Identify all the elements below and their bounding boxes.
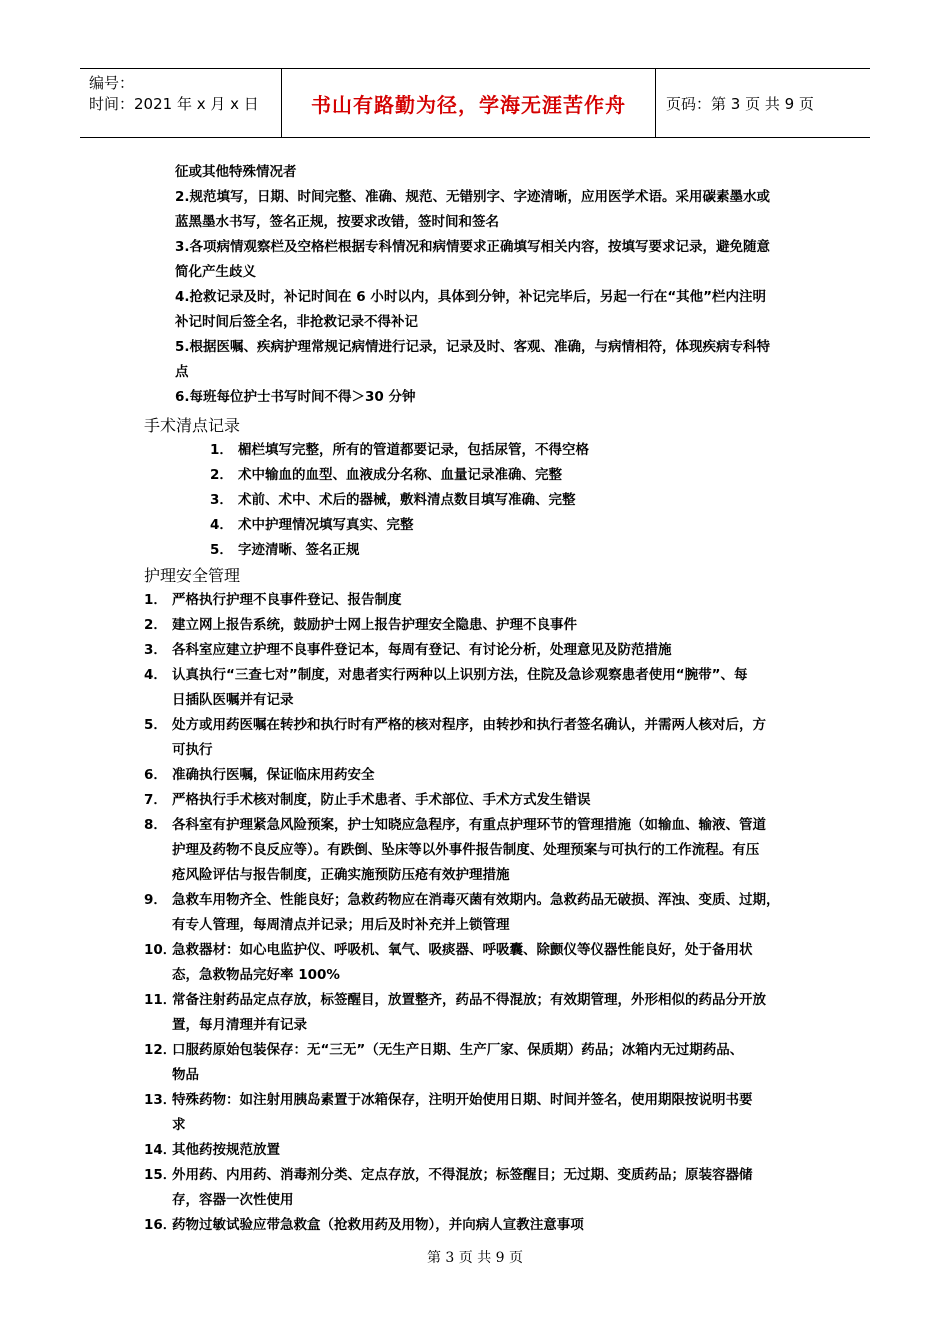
intro-line: 2.规范填写，日期、时间完整、准确、规范、无错别字、字迹清晰，应用医学术语。采用碳素墨水或: [175, 189, 771, 205]
intro-line: 4.抢救记录及时，补记时间在 6 小时以内，具体到分钟，补记完毕后，另起一行在“其他”栏内注明: [175, 289, 767, 305]
list-item-number: 2．: [210, 467, 233, 483]
list-item-text: 常备注射药品定点存放，标签醒目，放置整齐，药品不得混放；有效期管理，外形相似的药品分开放: [172, 992, 766, 1008]
list-item-text: 准确执行医嘱，保证临床用药安全: [172, 767, 375, 783]
list-item-number: 4．: [210, 517, 233, 533]
list-item-number: 5．: [144, 717, 167, 733]
list-item-number: 16．: [144, 1217, 177, 1233]
list-item-text: 日插队医嘱并有记录: [172, 692, 294, 708]
list-item-text: 严格执行手术核对制度，防止手术患者、手术部位、手术方式发生错误: [172, 792, 591, 808]
list-item-text: 求: [172, 1117, 186, 1133]
list-item-text: 术前、术中、术后的器械，敷料清点数目填写准确、完整: [238, 492, 576, 508]
intro-line: 简化产生歧义: [175, 264, 256, 280]
list-item-text: 急救车用物齐全、性能良好；急救药物应在消毒灭菌有效期内。急救药品无破损、浑浊、变质、过期，: [172, 892, 780, 908]
list-item-text: 各科室有护理紧急风险预案，护士知晓应急程序，有重点护理环节的管理措施（如输血、输液、管道: [172, 817, 766, 833]
list-item-text: 物品: [172, 1067, 199, 1083]
list-item-text: 护理及药物不良反应等）。有跌倒、坠床等以外事件报告制度、处理预案与可执行的工作流程。有压: [172, 842, 760, 858]
page-footer: 第 3 页 共 9 页: [426, 1250, 524, 1266]
list-item-text: 字迹清晰、签名正规: [238, 542, 360, 558]
list-item-text: 可执行: [172, 742, 213, 758]
list-item-text: 术中输血的血型、血液成分名称、血量记录准确、完整: [238, 467, 562, 483]
list-item-number: 5．: [210, 542, 233, 558]
list-item-text: 急救器材：如心电监护仪、呼吸机、氧气、吸痰器、呼吸囊、除颤仪等仪器性能良好，处于备用状: [172, 942, 753, 958]
list-item-number: 13．: [144, 1092, 177, 1108]
list-item-number: 14．: [144, 1142, 177, 1158]
time-label: 时间：2021 年 x 月 x 日: [89, 95, 259, 113]
list-item-number: 2．: [144, 617, 167, 633]
list-item-number: 3．: [144, 642, 167, 658]
list-item-text: 药物过敏试验应带急救盒（抢救用药及用物），并向病人宣教注意事项: [172, 1217, 584, 1233]
section-title-nursing-safety: 护理安全管理: [144, 566, 241, 585]
intro-line: 6.每班每位护士书写时间不得＞30 分钟: [175, 389, 416, 405]
page-header: [80, 68, 870, 138]
code-label: 编号：: [89, 74, 135, 92]
list-item-number: 4．: [144, 667, 167, 683]
intro-line: 补记时间后签全名，非抢救记录不得补记: [175, 314, 418, 330]
list-item-number: 6．: [144, 767, 167, 783]
list-item-number: 8．: [144, 817, 167, 833]
list-item-text: 疮风险评估与报告制度，正确实施预防压疮有效护理措施: [172, 867, 510, 883]
header-page-label: 页码：第 3 页 共 9 页: [666, 94, 814, 113]
list-item-number: 12．: [144, 1042, 177, 1058]
list-item-text: 态，急救物品完好率 100%: [172, 967, 340, 983]
list-item-text: 置，每月清理并有记录: [172, 1017, 307, 1033]
intro-line: 点: [175, 364, 189, 380]
list-item-text: 认真执行“三查七对”制度，对患者实行两种以上识别方法，住院及急诊观察患者使用“腕带”、每: [172, 667, 748, 683]
list-item-text: 存，容器一次性使用: [172, 1192, 294, 1208]
intro-line: 5.根据医嘱、疾病护理常规记病情进行记录，记录及时、客观、准确，与病情相符，体现疾病专科特: [175, 339, 771, 355]
list-item-number: 11．: [144, 992, 177, 1008]
list-item-text: 楣栏填写完整，所有的管道都要记录，包括尿管，不得空格: [238, 442, 589, 458]
list-item-number: 10．: [144, 942, 177, 958]
list-item-text: 有专人管理，每周清点并记录；用后及时补充并上锁管理: [172, 917, 510, 933]
list-item-number: 9．: [144, 892, 167, 908]
list-item-number: 1．: [210, 442, 233, 458]
list-item-text: 严格执行护理不良事件登记、报告制度: [172, 592, 402, 608]
list-item-text: 其他药按规范放置: [172, 1142, 280, 1158]
list-item-text: 外用药、内用药、消毒剂分类、定点存放，不得混放；标签醒目；无过期、变质药品；原装容器储: [172, 1167, 753, 1183]
list-item-number: 15．: [144, 1167, 177, 1183]
header-meta: [80, 69, 282, 137]
header-motto: 书山有路勤为径，学海无涯苦作舟: [282, 69, 656, 137]
intro-line: 征或其他特殊情况者: [175, 164, 297, 180]
list-item-text: 处方或用药医嘱在转抄和执行时有严格的核对程序，由转抄和执行者签名确认，并需两人核对后，方: [172, 717, 766, 733]
list-item-text: 特殊药物：如注射用胰岛素置于冰箱保存，注明开始使用日期、时间并签名，使用期限按说明书要: [172, 1092, 753, 1108]
list-item-text: 口服药原始包装保存：无“三无”（无生产日期、生产厂家、保质期）药品；冰箱内无过期药品、: [172, 1042, 744, 1058]
list-item-number: 7．: [144, 792, 167, 808]
section-title-surgical-count: 手术清点记录: [144, 416, 241, 435]
intro-line: 3.各项病情观察栏及空格栏根据专科情况和病情要求正确填写相关内容，按填写要求记录，避免随意: [175, 239, 771, 255]
intro-line: 蓝黑墨水书写，签名正规，按要求改错，签时间和签名: [175, 214, 499, 230]
list-item-text: 建立网上报告系统，鼓励护士网上报告护理安全隐患、护理不良事件: [172, 617, 577, 633]
list-item-number: 3．: [210, 492, 233, 508]
list-item-text: 各科室应建立护理不良事件登记本，每周有登记、有讨论分析，处理意见及防范措施: [172, 642, 672, 658]
list-item-text: 术中护理情况填写真实、完整: [238, 517, 414, 533]
list-item-number: 1．: [144, 592, 167, 608]
